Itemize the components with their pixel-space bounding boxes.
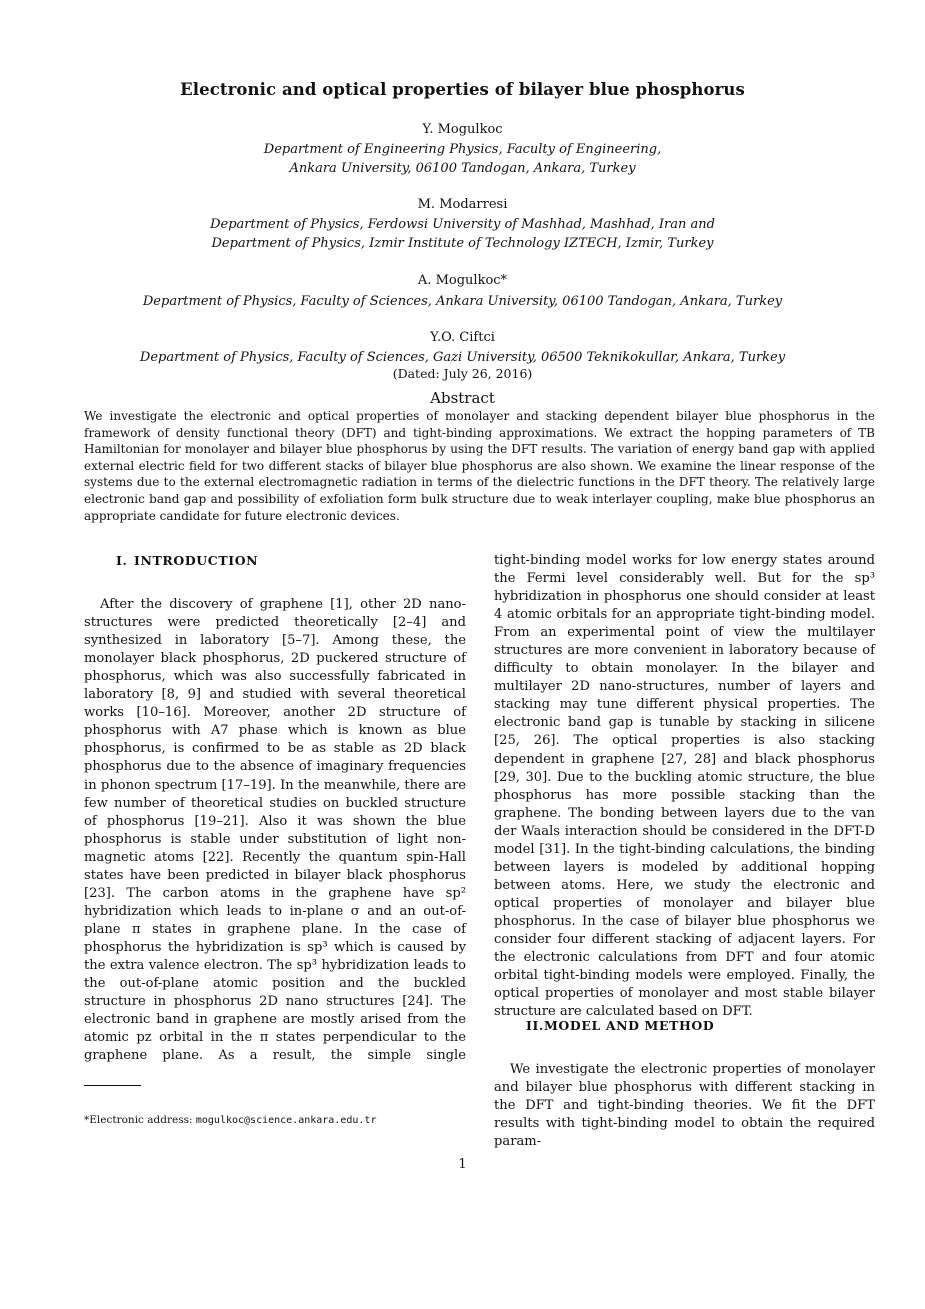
affiliation-line: Ankara University, 06100 Tandogan, Ankara, Turkey — [289, 161, 636, 176]
affiliation-line: Department of Physics, Faculty of Sciences, Gazi University, 06500 Teknikokullar, Ankara, Turkey — [139, 350, 786, 365]
section-number: I. — [116, 553, 128, 568]
affiliation-line: Department of Physics, Faculty of Sciences, Ankara University, 06100 Tandogan, Ankara, Turkey — [142, 294, 783, 309]
right-column-continuation — [494, 552, 875, 1021]
footnote-label: *Electronic address: — [84, 1114, 196, 1126]
author-name: Y. Mogulkoc — [422, 122, 503, 137]
paragraph: After the discovery of graphene [1], other 2D nano-structures were predicted theoretically [2–4] and synthesized in laboratory [5–7]. Among these, the monolayer black phosphorus, 2D puckered structure of phosphorus, which was also successfully fabricated in laboratory [8, 9] and studied with several theoretical works [10–16]. Moreover, another 2D structure of phosphorus with A7 phase which is known as blue phosphorus, is confirmed to be as stable as 2D black phosphorus due to the absence of imaginary frequencies in phonon spectrum [17–19]. In the meanwhile, there are few number of theoretical studies on buckled structure of phosphorus [19–21]. Also it was shown the blue phosphorus is stable under substitution of light non-magnetic atoms [22]. Recently the quantum spin-Hall states have been predicted in bilayer black phosphorus [23]. The carbon atoms in the graphene have sp² hybridization which leads to in-plane σ and an out-of-plane π states in graphene plane. In the case of phosphorus the hybridization is sp³ which is caused by the extra valence electron. The sp³ hybridization leads to the out-of-plane atomic position and the buckled structure in phosphorus 2D nano structures [24]. The electronic band in graphene are mostly arised from the atomic pz orbital in the π states perpendicular to the graphene plane. As a result, the simple single — [84, 597, 466, 1064]
right-column — [494, 1017, 875, 1151]
author-name: M. Modarresi — [417, 197, 508, 212]
footnote — [84, 1114, 376, 1126]
author-name: A. Mogulkoc* — [417, 273, 508, 288]
author-affiliation — [0, 292, 925, 311]
section-title: MODEL AND METHOD — [544, 1018, 715, 1033]
paper-title: Electronic and optical properties of bilayer blue phosphorus — [180, 80, 745, 99]
date-line: (Dated: July 26, 2016) — [392, 366, 533, 381]
page-number: 1 — [458, 1157, 467, 1172]
author-affiliation — [0, 140, 925, 178]
affiliation-line: Department of Physics, Izmir Institute of Technology IZTECH, Izmir, Turkey — [211, 236, 714, 251]
affiliation-line: Department of Engineering Physics, Faculty of Engineering, — [263, 142, 662, 157]
abstract-body: We investigate the electronic and optical properties of monolayer and stacking dependent bilayer blue phosphorus in the framework of density functional theory (DFT) and tight-binding approximations. We extract the hopping parameters of TB Hamiltonian for monolayer and bilayer blue phosphorus by using the DFT results. The variation of energy band gap with applied external electric field for two different stacks of bilayer blue phosphorus are also shown. We examine the linear response of the systems due to the external electromagnetic radiation in terms of the dielectric functions in the DFT theory. The relatively large electronic band gap and possibility of exfoliation form bulk structure due to weak interlayer coupling, make blue phosphorus an appropriate candidate for future electronic devices. — [84, 409, 875, 523]
author-affiliation — [0, 348, 925, 367]
footnote-rule — [84, 1085, 141, 1086]
paragraph: We investigate the electronic properties of monolayer and bilayer blue phosphorus with different stacking in the DFT and tight-binding theories. We fit the DFT results with tight-binding model to obtain the required param- — [494, 1062, 875, 1150]
left-column — [84, 552, 466, 1065]
abstract-heading: Abstract — [430, 389, 495, 407]
section-title: INTRODUCTION — [134, 553, 259, 568]
author-affiliation — [0, 215, 925, 253]
footnote-email-link[interactable]: mogulkoc@science.ankara.edu.tr — [195, 1115, 377, 1126]
author-name: Y.O. Ciftci — [430, 330, 495, 345]
section-number: II. — [526, 1018, 544, 1033]
affiliation-line: Department of Physics, Ferdowsi University of Mashhad, Mashhad, Iran and — [210, 217, 715, 232]
paragraph-continuation: tight-binding model works for low energy states around the Fermi level considerably well. But for the sp³ hybridization in phosphorus one should consider at least 4 atomic orbitals for an appropriate tight-binding model. From an experimental point of view the multilayer structures are more convenient in laboratory because of difficulty to obtain monolayer. In the bilayer and multilayer 2D nano-structures, number of layers and stacking may tune different physical properties. The electronic band gap is tunable by stacking in silicene [25, 26]. The optical properties is also stacking dependent in graphene [27, 28] and black phosphorus [29, 30]. Due to the buckling atomic structure, the blue phosphorus has more possible stacking than the graphene. The bonding between layers due to the van der Waals interaction should be considered in the DFT-D model [31]. In the tight-binding calculations, the binding between layers is modeled by additional hopping between atoms. Here, we study the electronic and optical properties of monolayer and bilayer blue phosphorus. In the case of bilayer blue phosphorus we consider four different stacking of adjacent layers. For the electronic calculations from DFT and four atomic orbital tight-binding models were employed. Finally, the optical properties of monolayer and most stable bilayer structure are calculated based on DFT. — [494, 553, 875, 1020]
section-heading — [84, 552, 466, 570]
